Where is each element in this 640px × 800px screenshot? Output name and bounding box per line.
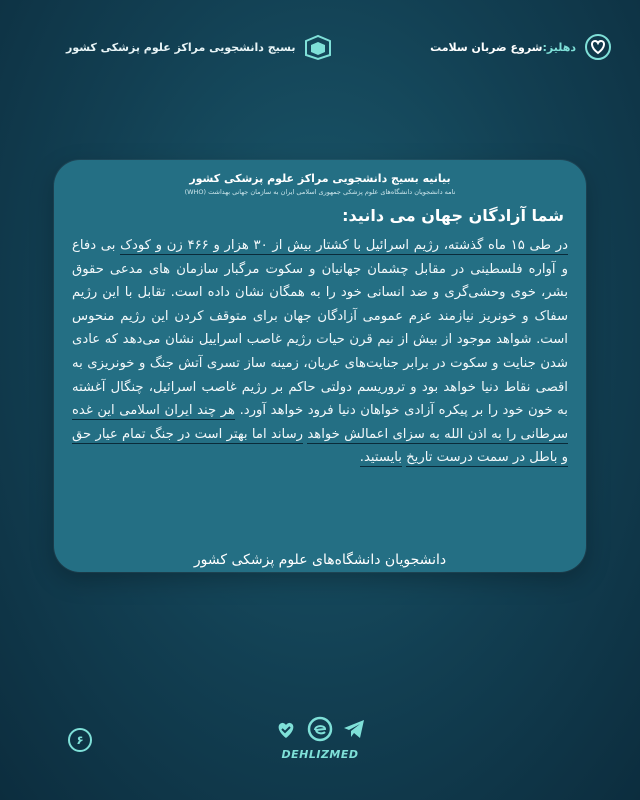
body-line: اقصی نقاط دنیا خواهد بود و تروریسم دولتی حاکم بر رژیم غاصب اسرائیل، [148, 379, 568, 395]
body-line: هر چند ایران اسلامی این غده سرطانی را به اذن الله به سزای اعمالش خواهد [72, 403, 569, 442]
card-title: بیانیه بسیج دانشجویی مراکز علوم پزشکی کشور [189, 172, 451, 185]
body-line: سکوت در برابر جنایت‌های عریان، زمینه ساز تسری آتش جنگ و خونریزی به [72, 355, 488, 371]
heart-pulse-icon [584, 33, 612, 61]
heart-check-icon[interactable] [273, 716, 299, 742]
statement-card [54, 160, 586, 572]
card-subtitle: نامه دانشجویان دانشگاه‌های علوم پزشکی جمهوری اسلامی ایران به سازمان جهانی بهداشت (WHO) [184, 188, 456, 196]
body-line: داده است. تقابل با این رژیم سفاک و خونریز نیازمند عزم عمومی آزادگان [72, 285, 568, 324]
page-number: ۶ [68, 728, 92, 752]
body-line: نیم قرن حیات رژیم غاصب اسراییل نشان می‌دهد که عادی شدن جنایت و [72, 332, 568, 371]
org-name: بسیج دانشجویی مراکز علوم پزشکی کشور [66, 40, 296, 54]
card-signature: دانشجویان دانشگاه‌های علوم پزشکی کشور [193, 552, 447, 568]
org-header [66, 30, 333, 64]
footer-handle: DEHLIZMED [281, 748, 359, 761]
body-line: بی دفاع و آواره فلسطینی در مقابل چشمان جهانیان و سکوت مرگبار سازمان [72, 238, 568, 277]
brand-tagline: شروع ضربان سلامت [430, 40, 543, 54]
body-line: چنگال آغشته به خون خود را بر پیکره آزادی خواهان دنیا فرود خواهد آورد. [72, 379, 568, 419]
brand-name [430, 41, 576, 54]
brand-header [430, 30, 612, 64]
brand-prefix: دهلیز: [542, 40, 576, 54]
body-line: بایستید. [359, 450, 402, 466]
basij-logo-icon [303, 33, 333, 61]
social-icons [0, 716, 640, 742]
body-line: جهان برای متوقف کردن این رژیم منحوس است. شواهد موجود از بیش از [72, 308, 568, 348]
body-line: رساند اما بهتر است در جنگ تمام عیار حق و باطل در سمت درست تاریخ [72, 426, 568, 466]
body-line: های مدعی حقوق بشر، خوی وحشی‌گری و ضد انسانی خود را به همگان نشان [72, 261, 568, 301]
statement-body [72, 234, 568, 470]
telegram-icon[interactable] [341, 716, 367, 742]
card-heading: شما آزادگان جهان می دانید: [342, 206, 564, 225]
eitaa-icon[interactable] [307, 716, 333, 742]
body-line: در طی ۱۵ ماه گذشته، رژیم اسرائیل با کشتار بیش از ۳۰ هزار و ۴۶۶ زن و کودک [120, 238, 568, 253]
